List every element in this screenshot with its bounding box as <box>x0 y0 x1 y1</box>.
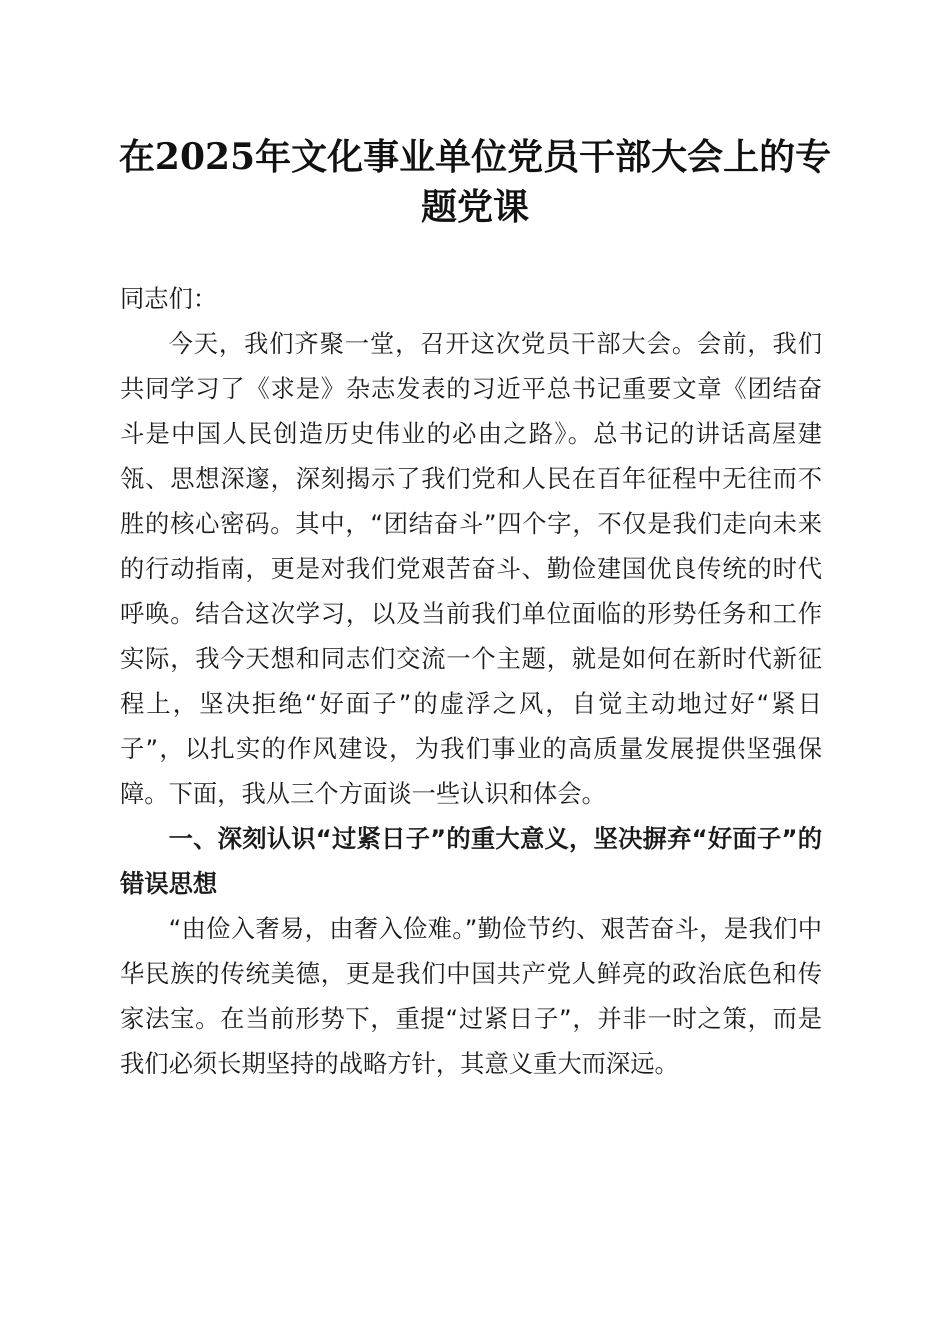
section-1-paragraph: “由俭入奢易，由奢入俭难。”勤俭节约、艰苦奋斗，是我们中华民族的传统美德，更是我们中国共产党人鲜亮的政治底色和传家法宝。在当前形势下，重提“过紧日子”，并非一时之策，而是我们必须长期坚持的战略方针，其意义重大而深远。 <box>120 914 823 1078</box>
section-heading-1: 一、深刻认识“过紧日子”的重大意义，坚决摒弃“好面子”的错误思想 <box>120 824 822 898</box>
document-body <box>120 276 822 1086</box>
salutation: 同志们： <box>120 284 218 313</box>
document-title: 在2025年文化事业单位党员干部大会上的专题党课 <box>118 136 832 228</box>
intro-paragraph: 今天，我们齐聚一堂，召开这次党员干部大会。会前，我们共同学习了《求是》杂志发表的习近平总书记重要文章《团结奋斗是中国人民创造历史伟业的必由之路》。总书记的讲话高屋建瓴、思想深邃，深刻揭示了我们党和人民在百年征程中无往而不胜的核心密码。其中，“团结奋斗”四个字，不仅是我们走向未来的行动指南，更是对我们党艰苦奋斗、勤俭建国优良传统的时代呼唤。结合这次学习，以及当前我们单位面临的形势任务和工作实际，我今天想和同志们交流一个主题，就是如何在新时代新征程上，坚决拒绝“好面子”的虚浮之风，自觉主动地过好“紧日子”，以扎实的作风建设，为我们事业的高质量发展提供坚强保障。下面，我从三个方面谈一些认识和体会。 <box>120 329 822 808</box>
